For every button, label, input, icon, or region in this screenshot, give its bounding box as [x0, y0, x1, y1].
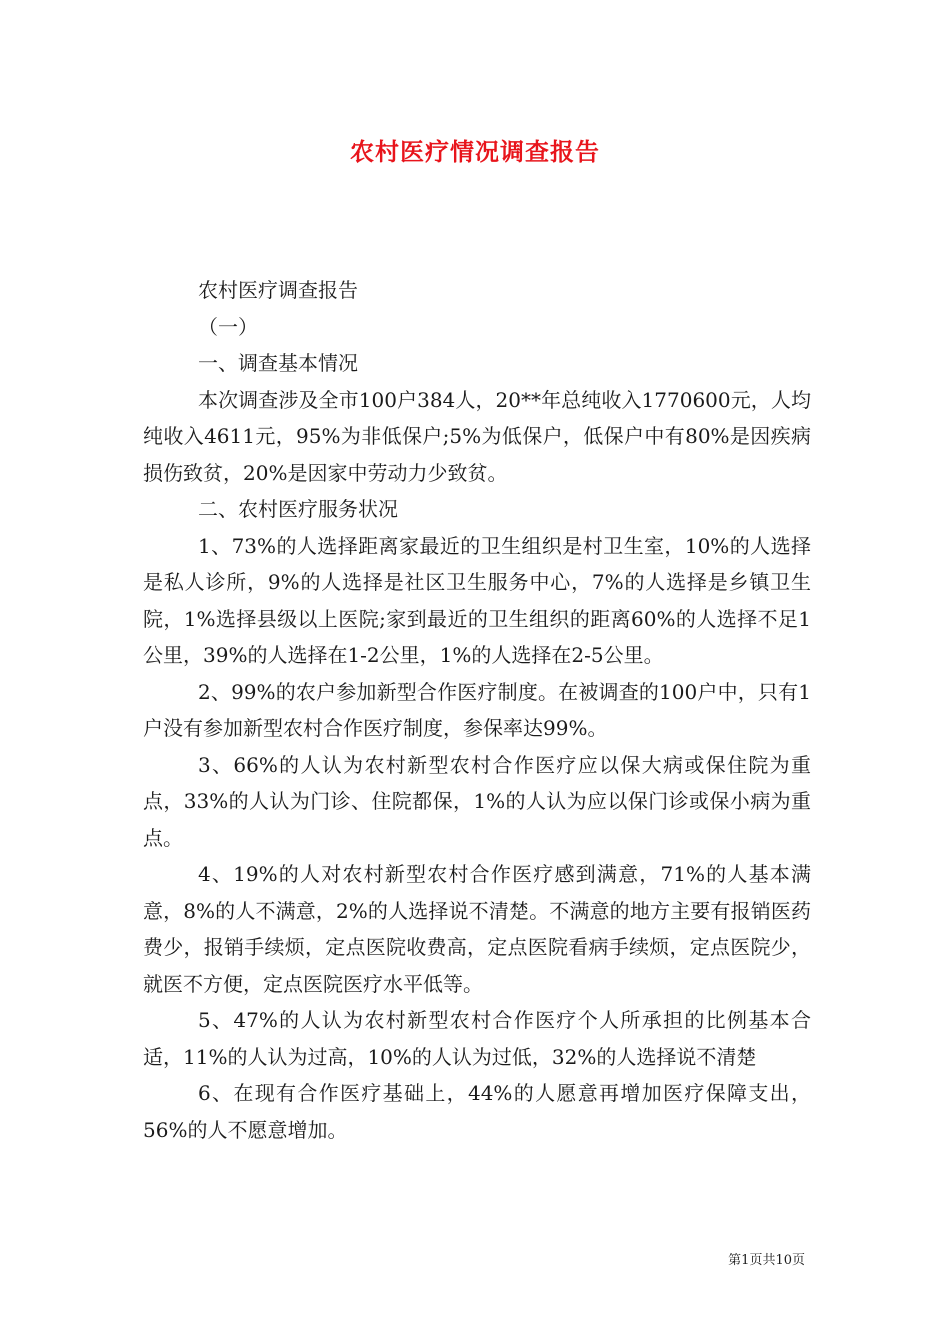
page-number-footer: 第1页共10页 [728, 1253, 805, 1268]
list-item-4: 4、19%的人对农村新型农村合作医疗感到满意，71%的人基本满意，8%的人不满意，2%的人选择说不清楚。不满意的地方主要有报销医药费少，报销手续烦，定点医院收费高，定点医院看病手续烦，定点医院少，就医不方便，定点医院医疗水平低等。 [143, 862, 811, 996]
document-title: 农村医疗情况调查报告 [350, 137, 600, 166]
list-item-3: 3、66%的人认为农村新型农村合作医疗应以保大病或保住院为重点，33%的人认为门诊、住院都保，1%的人认为应以保门诊或保小病为重点。 [143, 752, 811, 850]
list-item-6: 6、在现有合作医疗基础上，44%的人愿意再增加医疗保障支出，56%的人不愿意增加。 [143, 1081, 811, 1142]
section-marker: （一） [198, 314, 258, 339]
section-heading-medical-services: 二、农村医疗服务状况 [198, 497, 398, 521]
list-item-2: 2、99%的农户参加新型合作医疗制度。在被调查的100户中，只有1户没有参加新型农村合作医疗制度，参保率达99%。 [143, 679, 811, 740]
report-subtitle: 农村医疗调查报告 [198, 278, 358, 302]
list-item-5: 5、47%的人认为农村新型农村合作医疗个人所承担的比例基本合适，11%的人认为过高，10%的人认为过低，32%的人选择说不清楚 [143, 1008, 811, 1069]
section-heading-basic-info: 一、调查基本情况 [198, 351, 358, 375]
list-item-1: 1、73%的人选择距离家最近的卫生组织是村卫生室，10%的人选择是私人诊所，9%的人选择是社区卫生服务中心，7%的人选择是乡镇卫生院，1%选择县级以上医院;家到最近的卫生组织的距离60%的人选择不足1公里，39%的人选择在1-2公里，1%的人选择在2-5公里。 [143, 533, 811, 667]
document-body [143, 272, 811, 1148]
paragraph-basic-info: 本次调查涉及全市100户384人，20**年总纯收入1770600元，人均纯收入4611元，95%为非低保户;5%为低保户，低保户中有80%是因疾病损伤致贫，20%是因家中劳动力少致贫。 [143, 387, 811, 485]
